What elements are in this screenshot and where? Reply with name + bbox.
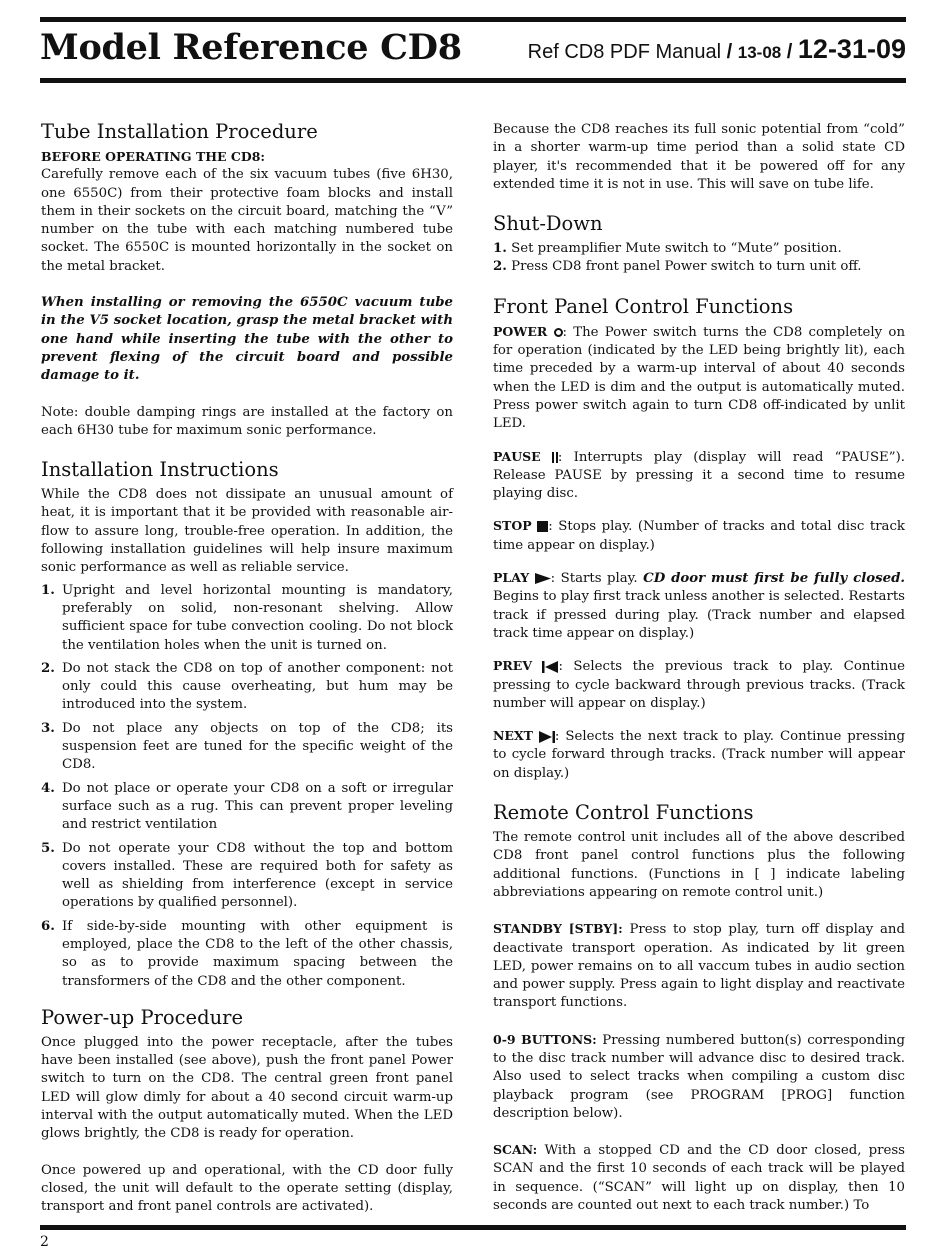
buttons-label: 0-9 BUTTONS: bbox=[493, 1031, 597, 1047]
list-number: 4. bbox=[41, 780, 55, 796]
list-number: 3. bbox=[41, 720, 55, 736]
install-heading: Installation Instructions bbox=[41, 458, 279, 482]
list-item bbox=[41, 582, 453, 655]
next-track-icon bbox=[539, 731, 555, 743]
list-text: Set preamplifier Mute switch to “Mute” position. bbox=[511, 241, 842, 257]
front-panel-heading: Front Panel Control Functions bbox=[493, 294, 794, 318]
list-text: Press CD8 front panel Power switch to turn unit off. bbox=[511, 259, 862, 275]
play-description bbox=[493, 569, 905, 643]
pause-description bbox=[493, 448, 905, 504]
manual-code: 13-08 bbox=[737, 43, 782, 62]
install-intro: While the CD8 does not dissipate an unusual amount of heat, it is important that it be provided with reasonable air-flow to assure long, trouble-free operation. In addition, the following installation guidelines will help insure maximum sonic performance as well as reliable service. bbox=[41, 487, 453, 576]
list-item bbox=[41, 720, 453, 775]
list-item bbox=[493, 258, 905, 276]
powerup-paragraph-2: Once powered up and operational, with the CD door fully closed, the unit will default to the operate setting (display, transport and front panel controls are activated). bbox=[41, 1162, 453, 1215]
tube-warning: When installing or removing the 6550C vacuum tube in the V5 socket location, grasp the metal bracket with one hand while inserting the tube with the other to prevent flexing of the circuit board and possible damage to it. bbox=[41, 295, 453, 384]
next-description bbox=[493, 727, 905, 783]
list-item bbox=[41, 780, 453, 835]
power-description bbox=[493, 323, 905, 434]
shutdown-list bbox=[493, 240, 905, 277]
page-number: 2 bbox=[40, 1234, 49, 1250]
buttons-description bbox=[493, 1031, 905, 1123]
list-number: 1. bbox=[493, 241, 507, 257]
prev-text: : Selects the previous track to play. Continue pressing to cycle backward through previous tracks. (Track number will appear on display.) bbox=[493, 659, 906, 711]
list-number: 1. bbox=[41, 582, 55, 598]
list-number: 5. bbox=[41, 840, 55, 856]
prev-description bbox=[493, 657, 905, 713]
play-icon bbox=[535, 573, 551, 584]
list-text: Do not place any objects on top of the CD8; its suspension feet are tuned for the specific weight of the CD8. bbox=[62, 720, 453, 773]
header-rule-top bbox=[40, 17, 906, 22]
list-text: Do not place or operate your CD8 on a soft or irregular surface such as a rug. This can prevent proper leveling and restrict ventilation bbox=[62, 780, 453, 833]
tube-note: Note: double damping rings are installed at the factory on each 6H30 tube for maximum sonic performance. bbox=[41, 404, 453, 438]
separator: / bbox=[781, 41, 798, 63]
pause-label: PAUSE bbox=[493, 448, 541, 464]
standby-description bbox=[493, 920, 905, 1012]
install-list bbox=[41, 582, 453, 991]
power-icon bbox=[554, 328, 563, 337]
list-text: Upright and level horizontal mounting is mandatory, preferably on solid, non-resonant shelving. Allow sufficient space for tube convection cooling. Do not block the ventilation holes when the unit is turned on. bbox=[62, 582, 453, 653]
previous-track-icon bbox=[542, 661, 558, 673]
tube-heading: Tube Installation Procedure bbox=[41, 120, 318, 143]
next-text: : Selects the next track to play. Continue pressing to cycle forward through tracks. (Track number will appear on display.) bbox=[493, 729, 905, 781]
prev-label: PREV bbox=[493, 658, 533, 674]
power-label: POWER bbox=[493, 323, 548, 339]
standby-text: Press to stop play, turn off display and deactivate transport operation. As indicated by lit green LED, power remains on to all vaccum tubes in audio section and power supply. Press again to light display and reactivate transport functions. bbox=[493, 922, 905, 1011]
stop-text: : Stops play. (Number of tracks and total disc track time appear on display.) bbox=[493, 519, 905, 553]
manual-date: 12-31-09 bbox=[797, 34, 906, 64]
remote-intro: The remote control unit includes all of the above described CD8 front panel control functions plus the following additional functions. (Functions in [ ] indicate labeling abbreviations appearing on remote control unit.) bbox=[493, 830, 905, 900]
buttons-text: Pressing numbered button(s) corresponding to the disc track number will advance disc to desired track. Also used to select tracks when compiling a custom disc playback program (see PROGRAM [PROG] function description below). bbox=[493, 1032, 905, 1121]
left-column bbox=[41, 120, 453, 1217]
scan-label: SCAN: bbox=[493, 1142, 538, 1158]
list-text: If side-by-side mounting with other equipment is employed, place the CD8 to the left of the other chassis, so as to provide maximum spacing between the transformers of the CD8 and the other component. bbox=[62, 918, 453, 989]
standby-label: STANDBY [STBY]: bbox=[493, 921, 623, 937]
page-title: Model Reference CD8 bbox=[40, 27, 462, 68]
list-item bbox=[41, 660, 453, 715]
next-label: NEXT bbox=[493, 728, 533, 744]
list-number: 2. bbox=[41, 660, 55, 676]
powerup-paragraph: Once plugged into the power receptacle, after the tubes have been installed (see above), push the front panel Power switch to turn on the CD8. The central green front panel LED will glow dimly for about a 40 second circuit warm-up interval with the output automatically muted. When the LED glows brightly, the CD8 is ready for operation. bbox=[41, 1034, 453, 1142]
footer-rule bbox=[40, 1225, 906, 1230]
list-text: Do not stack the CD8 on top of another component: not only could this cause overheating, but hum may be introduced into the system. bbox=[62, 660, 453, 713]
list-item bbox=[41, 840, 453, 913]
scan-description bbox=[493, 1141, 905, 1215]
tube-subheading: BEFORE OPERATING THE CD8: bbox=[41, 149, 266, 164]
stop-icon bbox=[537, 521, 548, 532]
power-text: : The Power switch turns the CD8 completely on for operation (indicated by the LED being brightly lit), each time preceded by a warm-up interval of about 40 seconds when the LED is dim and the output is automatically muted. Press power switch again to turn CD8 off-indicated by unlit LED. bbox=[493, 324, 906, 432]
remote-heading: Remote Control Functions bbox=[493, 801, 754, 825]
scan-text: With a stopped CD and the CD door closed, press SCAN and the first 10 seconds of each track will be played in sequence. (“SCAN” will light up on display, then 10 seconds are counted out next to each track number.) To bbox=[493, 1143, 905, 1214]
shutdown-heading: Shut-Down bbox=[493, 212, 603, 236]
header-rule-bottom bbox=[40, 78, 906, 83]
list-item bbox=[493, 240, 905, 258]
tube-paragraph: Carefully remove each of the six vacuum tubes (five 6H30, one 6550C) from their protective foam blocks and install them in their sockets on the circuit board, matching the “V” number on the tube with each matching numbered tube socket. The 6550C is mounted horizontally in the socket on the metal bracket. bbox=[41, 167, 453, 274]
play-label: PLAY bbox=[493, 570, 530, 586]
play-emphasis: CD door must first be fully closed. bbox=[643, 571, 905, 587]
play-text: : Starts play. bbox=[550, 571, 638, 587]
manual-reference bbox=[528, 34, 906, 65]
list-text: Do not operate your CD8 without the top and bottom covers installed. These are required both for safety as well as shielding from interference (except in service operations by qualified personnel). bbox=[62, 840, 453, 911]
powerup-heading: Power-up Procedure bbox=[41, 1005, 243, 1029]
manual-label: Ref CD8 PDF Manual bbox=[527, 41, 722, 63]
warmup-paragraph: Because the CD8 reaches its full sonic potential from “cold” in a shorter warm-up time period than a solid state CD player, it's recommended that it be powered off for any extended time it is not in use. This will save on tube life. bbox=[493, 122, 905, 192]
stop-description bbox=[493, 517, 905, 555]
right-column bbox=[493, 121, 905, 1215]
list-number: 2. bbox=[493, 259, 507, 275]
list-item bbox=[41, 918, 453, 991]
pause-text: : Interrupts play (display will read “PAUSE”). Release PAUSE by pressing it a second time to resume playing disc. bbox=[493, 449, 905, 502]
separator: / bbox=[721, 41, 738, 63]
play-text-2: Begins to play first track unless another is selected. Restarts track if pressed during play. (Track number and elapsed track time appear on display.) bbox=[493, 589, 905, 641]
stop-label: STOP bbox=[493, 518, 532, 534]
list-number: 6. bbox=[41, 918, 55, 934]
